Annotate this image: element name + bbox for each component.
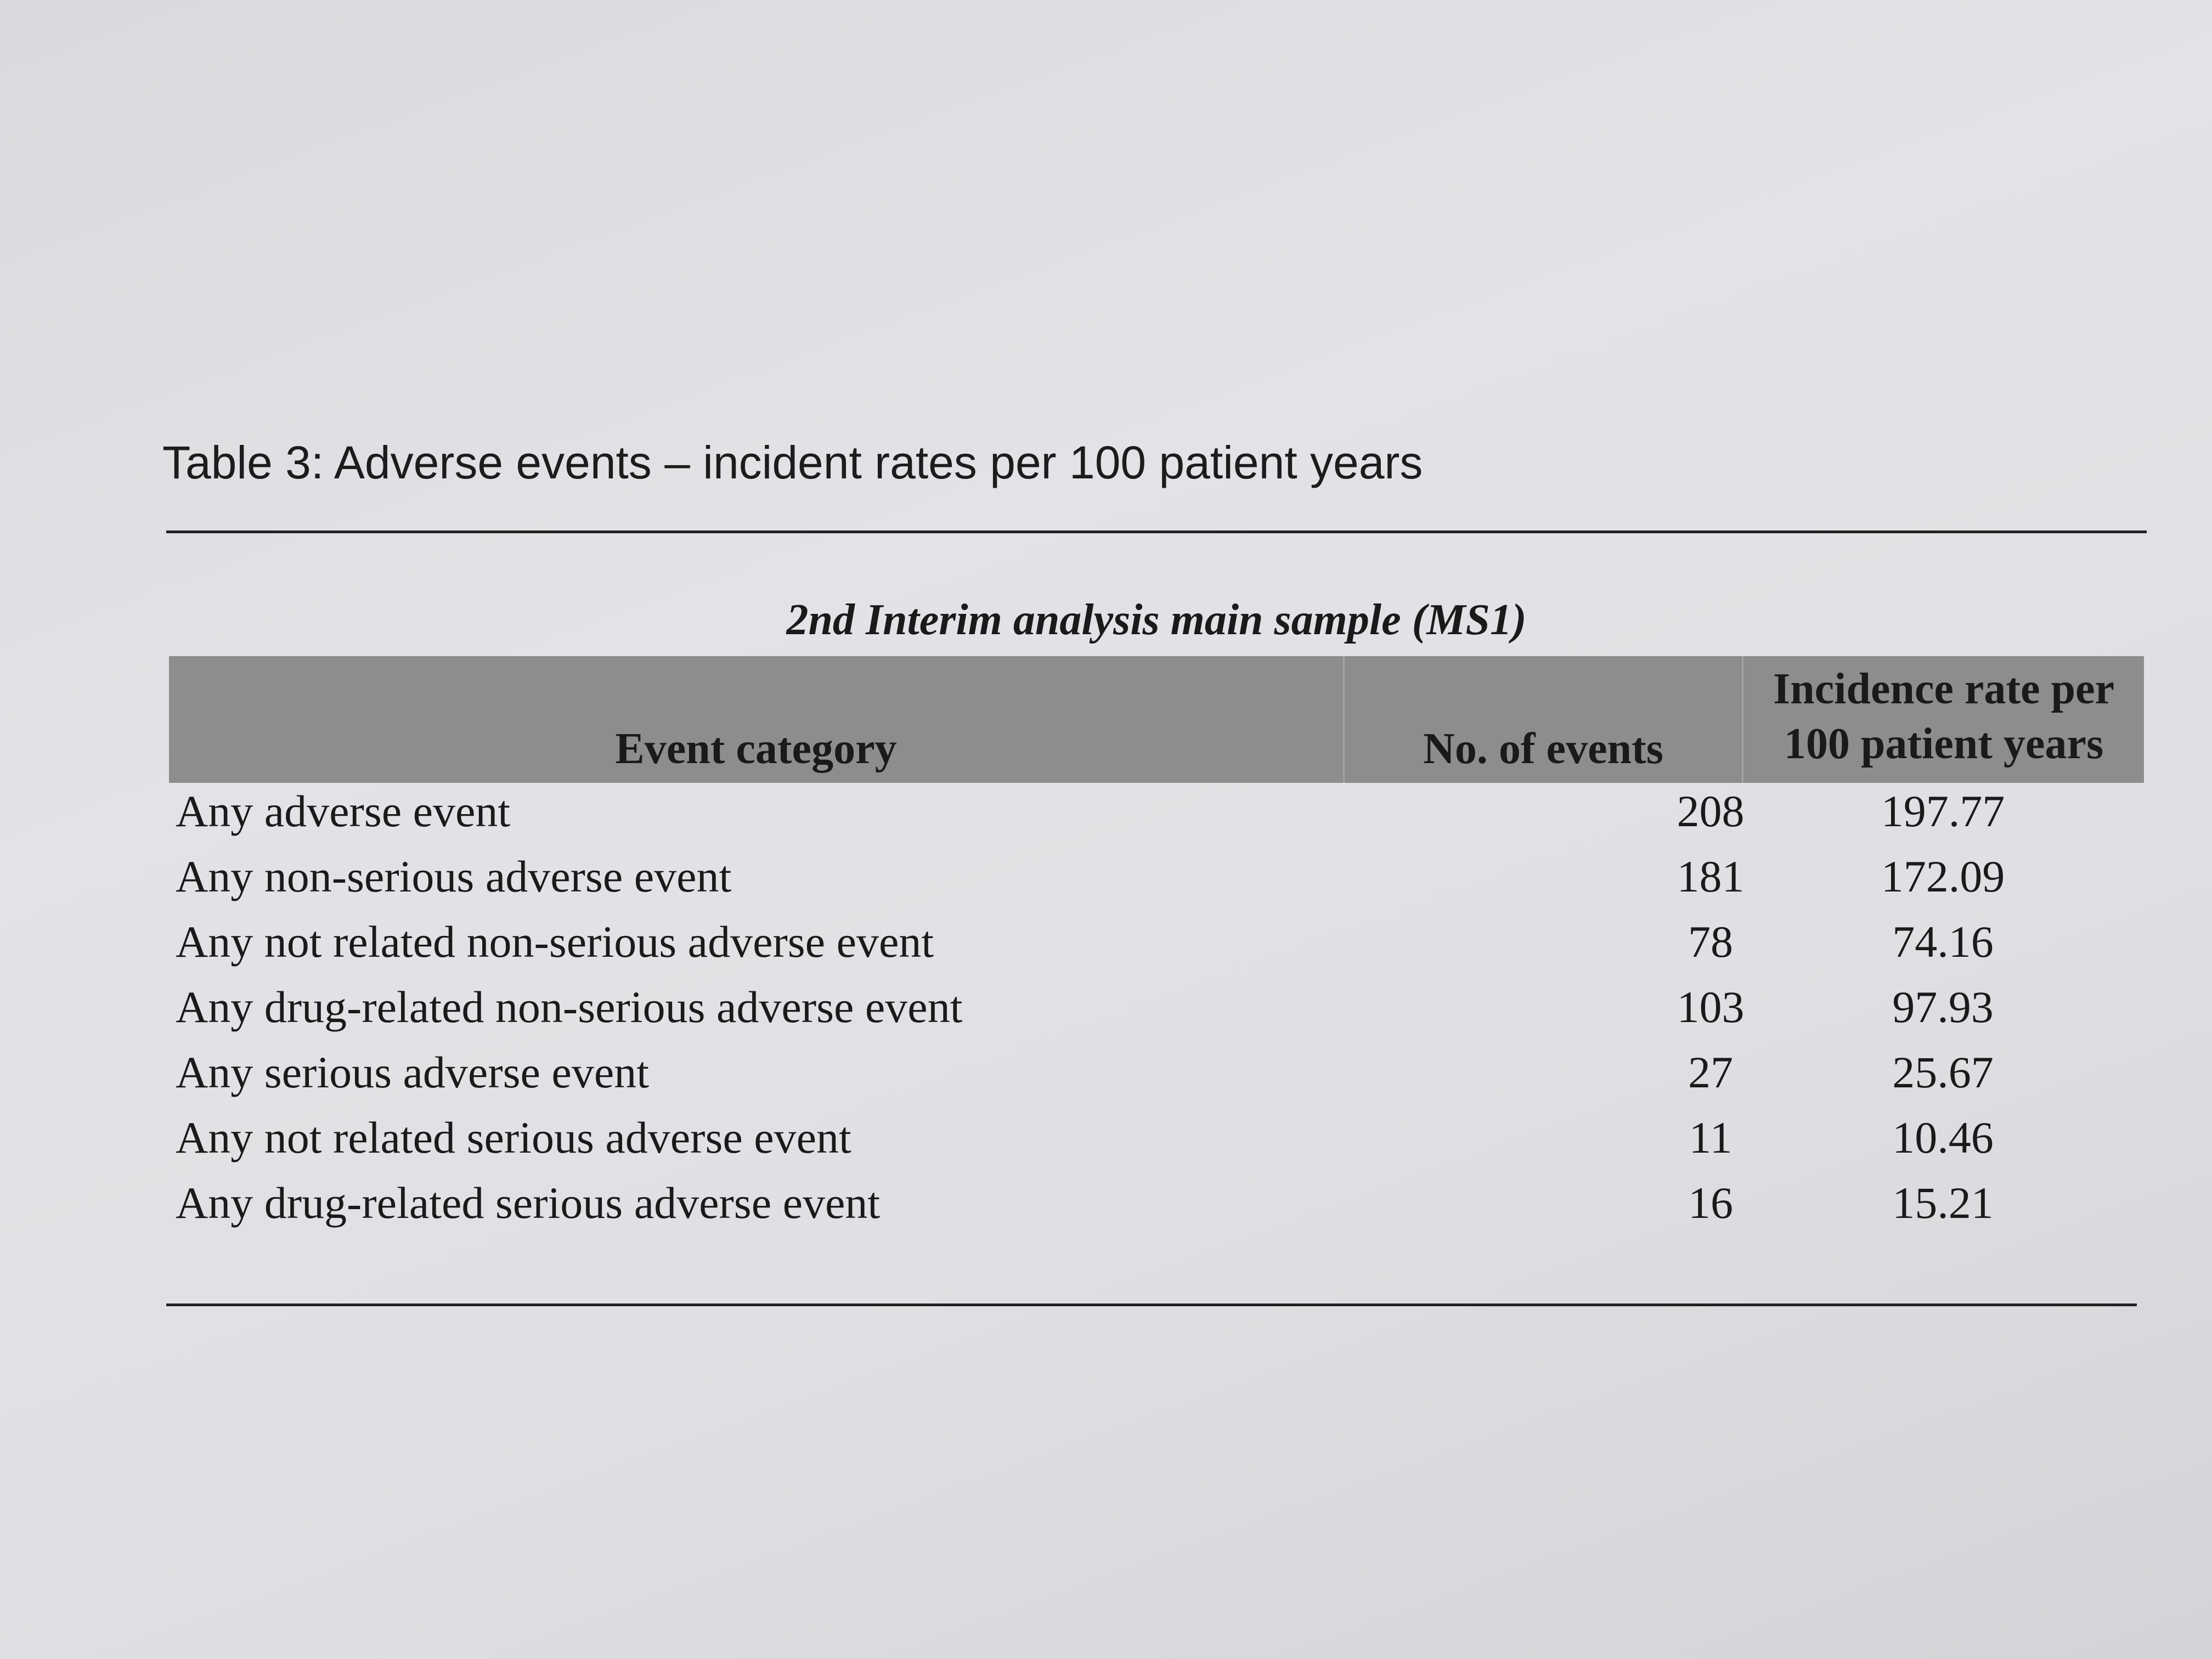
incidence-rate-cell: 74.16 (1892, 917, 1994, 967)
event-category-cell: Any adverse event (176, 786, 511, 836)
event-category-cell: Any drug-related serious adverse event (176, 1178, 881, 1228)
header-incidence-line2: 100 patient years (1784, 719, 2104, 768)
table-row (169, 778, 2144, 844)
incidence-rate-cell: 10.46 (1892, 1113, 1994, 1163)
event-count-cell: 103 (1677, 982, 1745, 1032)
event-category-cell: Any serious adverse event (176, 1047, 650, 1097)
event-count-cell: 16 (1688, 1178, 1733, 1228)
header-incidence-rate (1743, 656, 2144, 783)
table-header (169, 656, 2144, 783)
event-category-cell: Any not related serious adverse event (176, 1113, 851, 1163)
incidence-rate-cell: 172.09 (1881, 851, 2005, 901)
table-subtitle: 2nd Interim analysis main sample (MS1) (786, 596, 1527, 644)
event-count-cell: 181 (1677, 851, 1745, 901)
header-event-category: Event category (615, 725, 897, 773)
incidence-rate-cell: 25.67 (1892, 1047, 1994, 1097)
table-row (169, 1170, 2144, 1235)
top-rule (166, 531, 2147, 533)
table-row (169, 1105, 2144, 1170)
header-no-of-events: No. of events (1423, 725, 1663, 773)
table-title: Table 3: Adverse events – incident rates per 100 patient years (162, 437, 1423, 488)
event-count-cell: 78 (1688, 917, 1733, 967)
event-count-cell: 27 (1688, 1047, 1733, 1097)
table-row (169, 974, 2144, 1040)
header-incidence-line1: Incidence rate per (1773, 664, 2115, 713)
event-category-cell: Any drug-related non-serious adverse event (176, 982, 963, 1032)
event-count-cell: 208 (1677, 786, 1745, 836)
table-row (169, 909, 2144, 974)
event-count-cell: 11 (1689, 1113, 1733, 1163)
incidence-rate-cell: 15.21 (1892, 1178, 1994, 1228)
table-row (169, 1040, 2144, 1105)
table-row (169, 844, 2144, 909)
event-category-cell: Any non-serious adverse event (176, 851, 732, 901)
incidence-rate-cell: 197.77 (1881, 786, 2005, 836)
event-category-cell: Any not related non-serious adverse event (176, 917, 934, 967)
bottom-rule (166, 1304, 2137, 1306)
incidence-rate-cell: 97.93 (1892, 982, 1994, 1032)
